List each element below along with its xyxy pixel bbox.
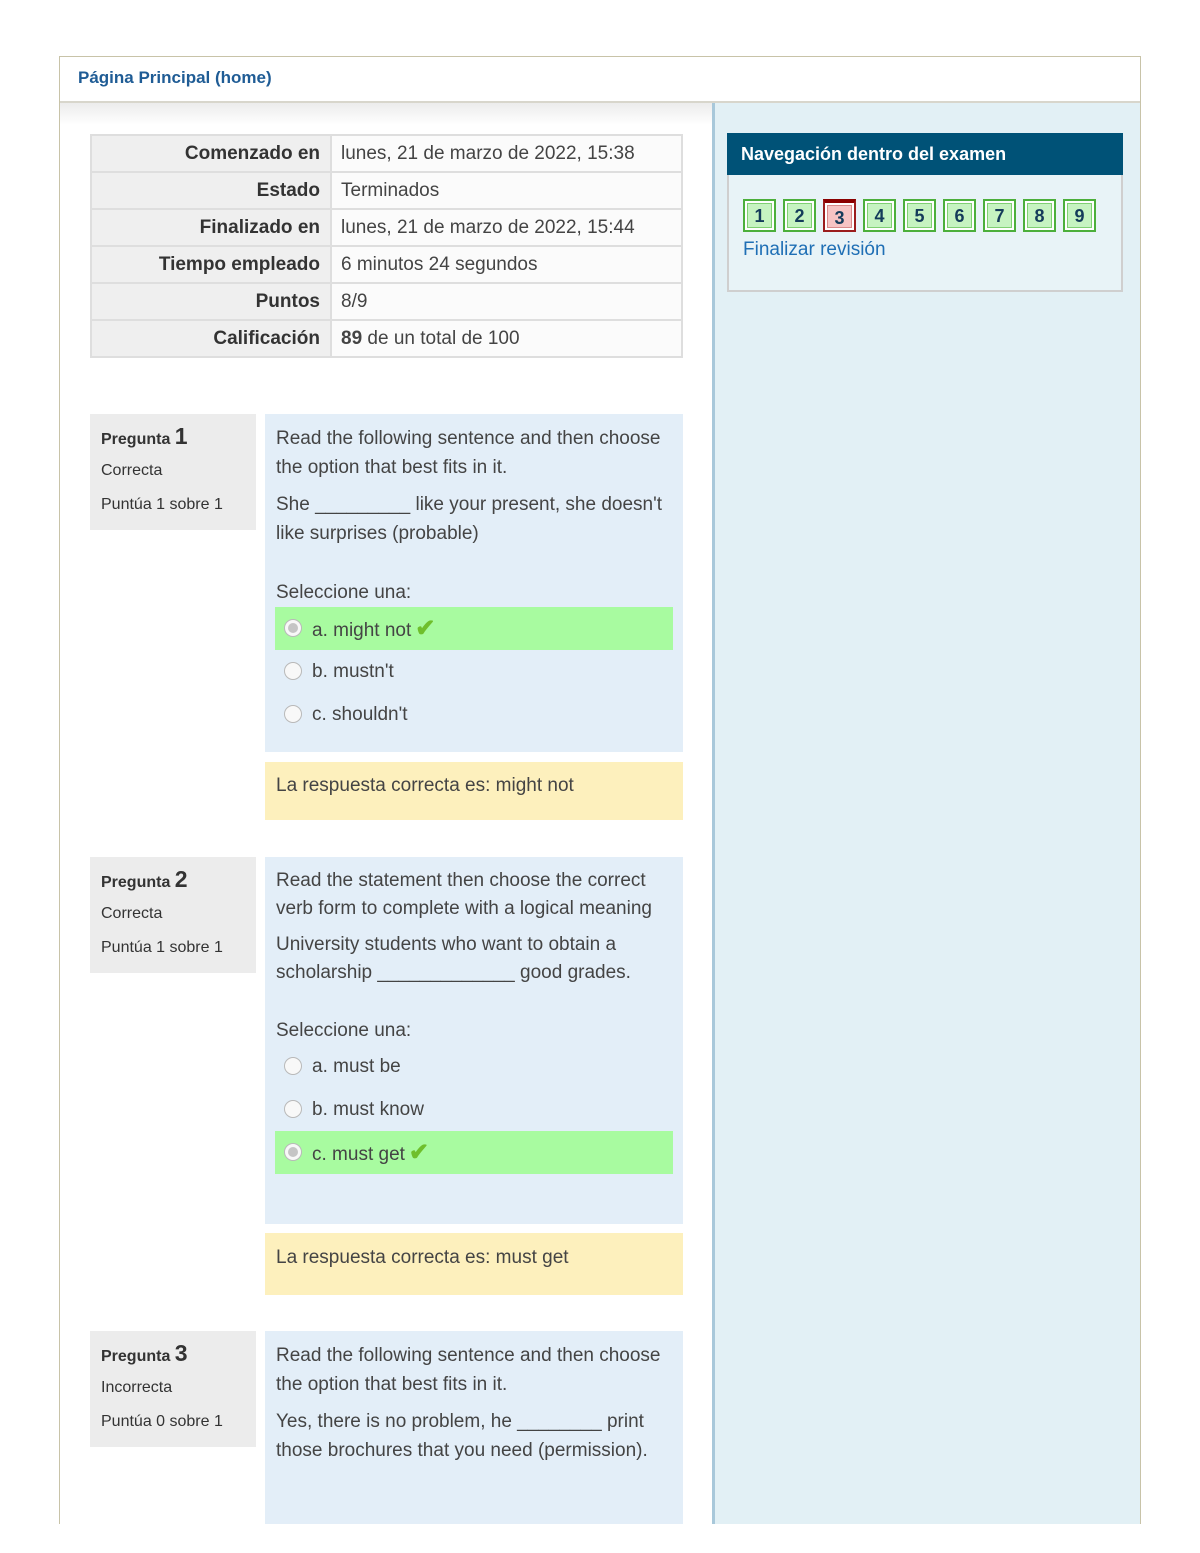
question-number: 1	[174, 423, 188, 449]
question-sentence: She _________ like your present, she doesn't like surprises (probable)	[276, 494, 663, 544]
question-1-feedback: La respuesta correcta es: might not	[265, 762, 683, 820]
answer-option-c[interactable]: c. must get ✔	[275, 1131, 673, 1174]
grade-score: 89	[341, 328, 363, 349]
question-3-content	[265, 1331, 683, 1524]
nav-question-5[interactable]: 5	[903, 199, 936, 232]
question-1-info	[90, 414, 256, 530]
grade-label: Calificación	[91, 320, 331, 357]
checkmark-icon: ✔	[415, 615, 436, 642]
nav-question-7[interactable]: 7	[983, 199, 1016, 232]
question-prompt: Read the statement then choose the correct verb form to complete with a logical meaning	[276, 870, 652, 919]
summary-label: Puntos	[91, 283, 331, 320]
home-link[interactable]: Página Principal (home)	[78, 68, 272, 87]
radio-icon[interactable]	[284, 619, 302, 637]
summary-label: Finalizado en	[91, 209, 331, 246]
question-status: Correcta	[101, 462, 163, 479]
finish-review-link[interactable]: Finalizar revisión	[743, 239, 886, 260]
quiz-navigation-title: Navegación dentro del examen	[727, 133, 1123, 175]
summary-row	[91, 135, 682, 172]
question-1-content	[265, 414, 683, 752]
nav-question-9[interactable]: 9	[1063, 199, 1096, 232]
question-number: 3	[174, 1340, 188, 1366]
summary-value: Terminados	[331, 172, 682, 209]
quiz-navigation-block	[727, 133, 1123, 292]
question-points: Puntúa 0 sobre 1	[101, 1413, 223, 1430]
question-prompt: Read the following sentence and then choose the option that best fits in it.	[276, 1345, 661, 1395]
answer-option-c[interactable]: c. shouldn't	[275, 693, 673, 736]
answer-option-b[interactable]: b. must know	[275, 1088, 673, 1131]
summary-label: Estado	[91, 172, 331, 209]
radio-icon[interactable]	[284, 1057, 302, 1075]
summary-value: 6 minutos 24 segundos	[331, 246, 682, 283]
page-frame	[59, 56, 1141, 1524]
summary-row-grade	[91, 320, 682, 357]
nav-question-1[interactable]: 1	[743, 199, 776, 232]
question-2-content	[265, 857, 683, 1224]
attempt-summary-table	[90, 134, 683, 358]
summary-value: 8/9	[331, 283, 682, 320]
radio-icon[interactable]	[284, 1143, 302, 1161]
question-label: Pregunta	[101, 431, 171, 448]
nav-question-3[interactable]: 3	[823, 199, 856, 232]
nav-question-2[interactable]: 2	[783, 199, 816, 232]
answer-option-b[interactable]: b. mustn't	[275, 650, 673, 693]
question-number: 2	[174, 866, 188, 892]
question-3-info	[90, 1331, 256, 1447]
summary-row	[91, 172, 682, 209]
question-2-info	[90, 857, 256, 973]
question-sentence: University students who want to obtain a scholarship _____________ good grades.	[276, 934, 631, 983]
question-prompt: Read the following sentence and then choose the option that best fits in it.	[276, 428, 661, 478]
summary-row	[91, 283, 682, 320]
question-sentence: Yes, there is no problem, he ________ print those brochures that you need (permission).	[276, 1411, 648, 1461]
select-label: Seleccione una:	[276, 582, 412, 603]
summary-value: lunes, 21 de marzo de 2022, 15:44	[331, 209, 682, 246]
select-label: Seleccione una:	[276, 1020, 412, 1041]
summary-value: lunes, 21 de marzo de 2022, 15:38	[331, 135, 682, 172]
sidebar	[712, 103, 1140, 1524]
nav-question-4[interactable]: 4	[863, 199, 896, 232]
question-label: Pregunta	[101, 874, 171, 891]
question-status: Incorrecta	[101, 1379, 173, 1396]
question-2-feedback: La respuesta correcta es: must get	[265, 1233, 683, 1295]
grade-value	[331, 320, 682, 357]
question-points: Puntúa 1 sobre 1	[101, 939, 223, 956]
answer-option-a[interactable]: a. must be	[275, 1045, 673, 1088]
answer-option-a[interactable]: a. might not ✔	[275, 607, 673, 650]
main-region	[60, 103, 712, 1524]
nav-question-8[interactable]: 8	[1023, 199, 1056, 232]
nav-question-6[interactable]: 6	[943, 199, 976, 232]
question-label: Pregunta	[101, 1348, 171, 1365]
page-header	[60, 57, 1140, 103]
summary-row	[91, 209, 682, 246]
summary-label: Tiempo empleado	[91, 246, 331, 283]
checkmark-icon: ✔	[408, 1139, 430, 1166]
summary-label: Comenzado en	[91, 135, 331, 172]
question-status: Correcta	[101, 905, 163, 922]
summary-row	[91, 246, 682, 283]
radio-icon[interactable]	[284, 662, 302, 680]
radio-icon[interactable]	[284, 705, 302, 723]
grade-total: de un total de 100	[367, 328, 520, 349]
radio-icon[interactable]	[284, 1100, 302, 1118]
question-points: Puntúa 1 sobre 1	[101, 496, 223, 513]
